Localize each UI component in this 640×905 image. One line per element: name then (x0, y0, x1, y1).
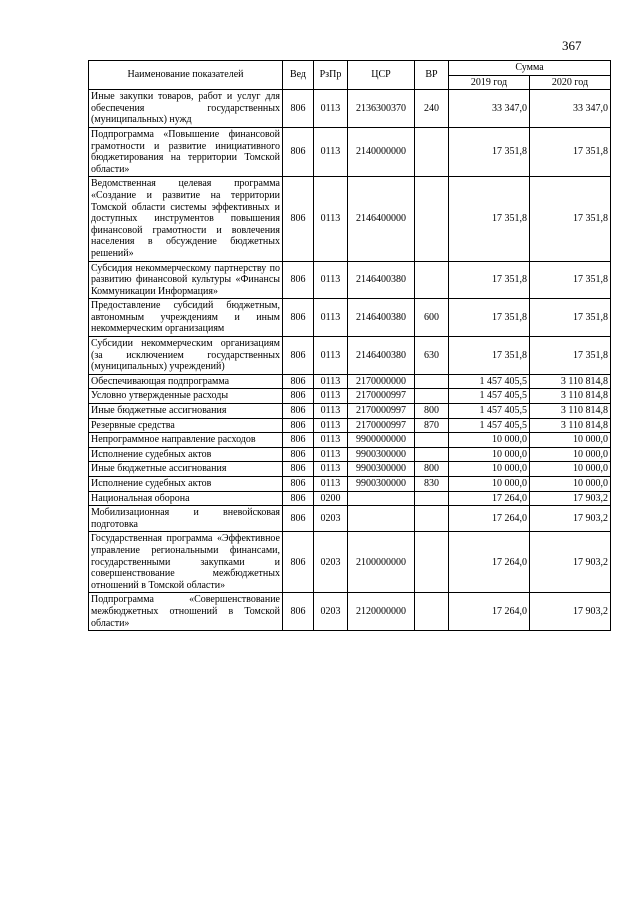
row-vr: 630 (415, 337, 449, 375)
row-name: Обеспечивающая подпрограмма (89, 374, 283, 389)
row-ved: 806 (283, 532, 314, 593)
row-amount-2019: 10 000,0 (449, 462, 530, 477)
row-amount-2020: 17 351,8 (530, 127, 611, 176)
row-amount-2020: 3 110 814,8 (530, 389, 611, 404)
row-csr: 2146400000 (348, 177, 415, 261)
row-rzpr: 0113 (314, 177, 348, 261)
row-name: Предоставление субсидий бюджетным, автономным учреждениям и иным некоммерческим организациям (89, 299, 283, 337)
table-row (89, 299, 611, 337)
row-csr: 9900300000 (348, 447, 415, 462)
row-ved: 806 (283, 447, 314, 462)
header-rzpr: РзПр (314, 61, 348, 90)
row-rzpr: 0203 (314, 506, 348, 532)
table-row (89, 337, 611, 375)
row-csr: 9900300000 (348, 462, 415, 477)
row-name: Национальная оборона (89, 491, 283, 506)
row-amount-2020: 17 351,8 (530, 299, 611, 337)
row-vr (415, 593, 449, 631)
row-rzpr: 0203 (314, 593, 348, 631)
row-amount-2020: 10 000,0 (530, 477, 611, 492)
row-vr: 600 (415, 299, 449, 337)
header-ved: Вед (283, 61, 314, 90)
header-year-2019: 2019 год (449, 75, 530, 90)
row-amount-2020: 10 000,0 (530, 433, 611, 448)
table-row (89, 447, 611, 462)
row-ved: 806 (283, 261, 314, 299)
row-amount-2020: 17 903,2 (530, 593, 611, 631)
row-amount-2019: 17 351,8 (449, 177, 530, 261)
row-amount-2020: 10 000,0 (530, 462, 611, 477)
row-amount-2020: 17 351,8 (530, 261, 611, 299)
row-rzpr: 0113 (314, 127, 348, 176)
row-csr: 2136300370 (348, 90, 415, 128)
row-vr (415, 491, 449, 506)
row-csr: 2170000000 (348, 374, 415, 389)
row-amount-2019: 1 457 405,5 (449, 374, 530, 389)
table-row (89, 389, 611, 404)
row-amount-2020: 17 903,2 (530, 491, 611, 506)
row-name: Резервные средства (89, 418, 283, 433)
row-vr (415, 177, 449, 261)
row-csr: 2146400380 (348, 261, 415, 299)
row-rzpr: 0113 (314, 433, 348, 448)
row-name: Условно утвержденные расходы (89, 389, 283, 404)
row-csr: 2140000000 (348, 127, 415, 176)
row-amount-2020: 33 347,0 (530, 90, 611, 128)
table-row (89, 433, 611, 448)
row-ved: 806 (283, 418, 314, 433)
row-rzpr: 0113 (314, 404, 348, 419)
row-ved: 806 (283, 127, 314, 176)
row-csr: 2146400380 (348, 337, 415, 375)
row-rzpr: 0113 (314, 389, 348, 404)
row-amount-2019: 17 264,0 (449, 593, 530, 631)
header-name: Наименование показателей (89, 61, 283, 90)
row-amount-2019: 10 000,0 (449, 447, 530, 462)
row-ved: 806 (283, 477, 314, 492)
table-row (89, 90, 611, 128)
row-vr: 240 (415, 90, 449, 128)
table-row (89, 532, 611, 593)
row-amount-2020: 17 903,2 (530, 532, 611, 593)
row-amount-2020: 17 351,8 (530, 177, 611, 261)
row-amount-2019: 17 264,0 (449, 532, 530, 593)
row-vr (415, 433, 449, 448)
row-amount-2020: 10 000,0 (530, 447, 611, 462)
row-name: Ведомственная целевая программа «Создание и развитие на территории Томской области системы эффективных и доступных инструментов повышения финансовой грамотности и вовлечения населения в обсуждение бюджетных решений» (89, 177, 283, 261)
table-row (89, 261, 611, 299)
row-amount-2019: 10 000,0 (449, 433, 530, 448)
row-amount-2019: 1 457 405,5 (449, 404, 530, 419)
row-ved: 806 (283, 299, 314, 337)
row-name: Субсидия некоммерческому партнерству по развитию финансовой культуры «Финансы Коммуникации Информация» (89, 261, 283, 299)
row-csr: 2120000000 (348, 593, 415, 631)
row-vr (415, 374, 449, 389)
row-amount-2020: 17 903,2 (530, 506, 611, 532)
row-rzpr: 0113 (314, 462, 348, 477)
row-rzpr: 0113 (314, 337, 348, 375)
row-csr: 2100000000 (348, 532, 415, 593)
row-ved: 806 (283, 491, 314, 506)
row-ved: 806 (283, 462, 314, 477)
row-amount-2019: 17 351,8 (449, 299, 530, 337)
row-ved: 806 (283, 389, 314, 404)
row-rzpr: 0200 (314, 491, 348, 506)
row-rzpr: 0113 (314, 299, 348, 337)
table-row (89, 491, 611, 506)
row-rzpr: 0113 (314, 261, 348, 299)
row-csr: 2146400380 (348, 299, 415, 337)
page-number: 367 (562, 38, 582, 53)
row-csr: 2170000997 (348, 418, 415, 433)
row-name: Иные бюджетные ассигнования (89, 404, 283, 419)
row-ved: 806 (283, 374, 314, 389)
row-name: Исполнение судебных актов (89, 477, 283, 492)
row-csr (348, 491, 415, 506)
row-vr (415, 532, 449, 593)
row-amount-2019: 17 264,0 (449, 506, 530, 532)
row-amount-2020: 17 351,8 (530, 337, 611, 375)
table-row (89, 404, 611, 419)
row-amount-2019: 17 351,8 (449, 261, 530, 299)
row-ved: 806 (283, 90, 314, 128)
row-name: Непрограммное направление расходов (89, 433, 283, 448)
row-amount-2019: 33 347,0 (449, 90, 530, 128)
row-csr: 2170000997 (348, 404, 415, 419)
header-vr: ВР (415, 61, 449, 90)
row-rzpr: 0113 (314, 374, 348, 389)
row-amount-2019: 1 457 405,5 (449, 389, 530, 404)
row-amount-2019: 17 264,0 (449, 491, 530, 506)
table-row (89, 506, 611, 532)
row-csr (348, 506, 415, 532)
row-vr: 800 (415, 404, 449, 419)
row-name: Мобилизационная и вневойсковая подготовка (89, 506, 283, 532)
row-name: Государственная программа «Эффективное управление региональными финансами, государственными закупками и совершенствование межбюджетных отношений в Томской области» (89, 532, 283, 593)
row-amount-2020: 3 110 814,8 (530, 404, 611, 419)
row-name: Подпрограмма «Повышение финансовой грамотности и развитие инициативного бюджетирования на территории Томской области» (89, 127, 283, 176)
row-ved: 806 (283, 337, 314, 375)
row-rzpr: 0113 (314, 90, 348, 128)
budget-table (88, 60, 611, 631)
row-vr: 870 (415, 418, 449, 433)
row-rzpr: 0203 (314, 532, 348, 593)
table-row (89, 418, 611, 433)
row-ved: 806 (283, 506, 314, 532)
table-row (89, 593, 611, 631)
row-vr (415, 389, 449, 404)
row-vr (415, 506, 449, 532)
table-row (89, 177, 611, 261)
row-csr: 9900000000 (348, 433, 415, 448)
row-ved: 806 (283, 404, 314, 419)
header-year-2020: 2020 год (530, 75, 611, 90)
table-row (89, 477, 611, 492)
row-ved: 806 (283, 177, 314, 261)
row-csr: 9900300000 (348, 477, 415, 492)
header-csr: ЦСР (348, 61, 415, 90)
row-amount-2020: 3 110 814,8 (530, 418, 611, 433)
row-name: Иные бюджетные ассигнования (89, 462, 283, 477)
row-ved: 806 (283, 433, 314, 448)
row-rzpr: 0113 (314, 447, 348, 462)
row-vr (415, 447, 449, 462)
row-rzpr: 0113 (314, 418, 348, 433)
table-body (89, 90, 611, 631)
header-sum: Сумма (449, 61, 611, 76)
row-vr (415, 127, 449, 176)
row-rzpr: 0113 (314, 477, 348, 492)
row-name: Субсидии некоммерческим организациям (за исключением государственных (муниципальных) учреждений) (89, 337, 283, 375)
row-amount-2019: 10 000,0 (449, 477, 530, 492)
row-vr: 830 (415, 477, 449, 492)
row-vr (415, 261, 449, 299)
row-amount-2019: 17 351,8 (449, 337, 530, 375)
table-row (89, 127, 611, 176)
row-amount-2019: 1 457 405,5 (449, 418, 530, 433)
row-amount-2020: 3 110 814,8 (530, 374, 611, 389)
row-vr: 800 (415, 462, 449, 477)
row-ved: 806 (283, 593, 314, 631)
row-name: Исполнение судебных актов (89, 447, 283, 462)
table-row (89, 462, 611, 477)
row-csr: 2170000997 (348, 389, 415, 404)
row-name: Подпрограмма «Совершенствование межбюджетных отношений в Томской области» (89, 593, 283, 631)
table-row (89, 374, 611, 389)
row-name: Иные закупки товаров, работ и услуг для обеспечения государственных (муниципальных) нужд (89, 90, 283, 128)
row-amount-2019: 17 351,8 (449, 127, 530, 176)
